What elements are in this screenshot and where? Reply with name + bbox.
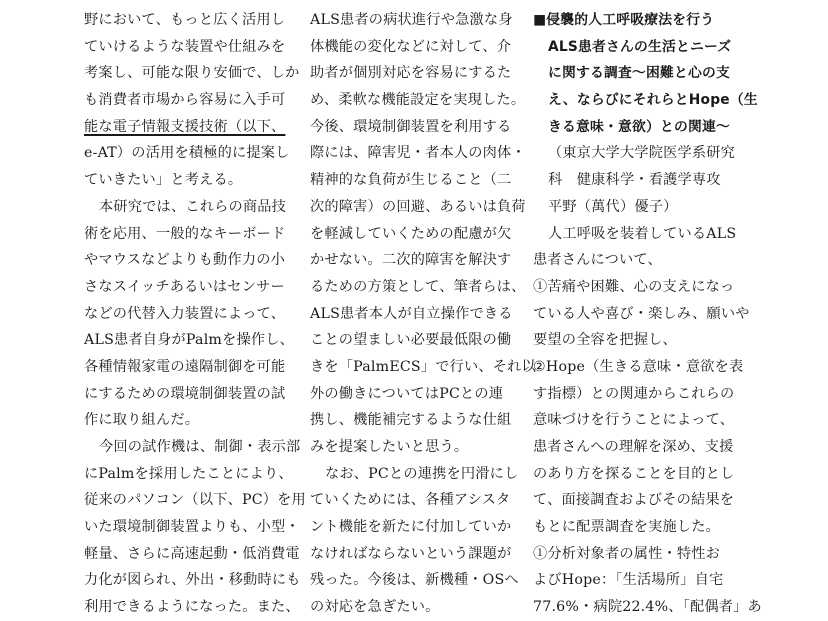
- list-item: ①苦痛や困難、心の支えになっ: [533, 278, 735, 295]
- paragraph-start: 今回の試作機は、制御・表示部: [99, 439, 301, 455]
- text-line: 際には、障害児・者本人の肉体・: [310, 145, 526, 162]
- text-line: を軽減していくための配慮が欠: [310, 225, 512, 242]
- text-line: よびHope：「生活場所」自宅: [533, 572, 724, 589]
- text-line: ていきたい」と考える。: [84, 172, 243, 189]
- text-line: なければならないという課題が: [310, 545, 512, 562]
- text-line: ALS患者本人が自立操作できる: [310, 305, 513, 322]
- text-line: 要望の全容を把握し、: [533, 332, 677, 349]
- author-affiliation: 科 健康科学・看護学専攻: [548, 172, 721, 189]
- text-line: ント機能を新たに付加していか: [310, 519, 512, 536]
- text-line: の対応を急ぎたい。: [310, 599, 440, 616]
- text-line: す指標）との関連からこれらの: [533, 385, 735, 402]
- text-line: e-AT）の活用を積極的に提案し: [84, 145, 290, 162]
- text-line: 従来のパソコン（以下、PC）を用: [84, 492, 306, 509]
- text-line: ことの望ましい必要最低限の働: [310, 332, 512, 349]
- text-line: るための方策として、筆者らは、: [310, 278, 526, 295]
- paragraph-start: なお、PCとの連携を円滑にし: [325, 465, 519, 482]
- text-line: みを提案したいと思う。: [310, 439, 469, 455]
- text-line: 外の働きについてはPCとの連: [310, 385, 504, 402]
- section-heading: ■侵襲的人工呼吸療法を行う: [533, 12, 715, 28]
- text-line: 術を応用、一般的なキーボード: [84, 225, 286, 242]
- text-line: のあり方を探ることを目的とし: [533, 465, 735, 482]
- text-line: いた環境制御装置よりも、小型・: [84, 519, 300, 536]
- text-line: 能な電子情報支援技術（以下、: [84, 118, 286, 135]
- text-line: 患者さんについて、: [533, 252, 662, 269]
- text-line: 野において、もっと広く活用し: [84, 12, 286, 28]
- text-line: 利用できるようになった。また、: [84, 599, 300, 616]
- text-line: 残った。今後は、新機種・OSへ: [310, 572, 519, 589]
- text-line: ALS患者自身がPalmを操作し、: [84, 332, 295, 349]
- author-name: 平野（萬代）優子）: [548, 198, 678, 215]
- author-affiliation: （東京大学大学院医学系研究: [548, 145, 736, 162]
- text-line: にPalmを採用したことにより、: [84, 465, 293, 482]
- text-line: さなスイッチあるいはセンサー: [84, 278, 285, 295]
- text-line: もとに配票調査を実施した。: [533, 519, 721, 536]
- text-column-1: [84, 7, 306, 621]
- text-line: やマウスなどよりも動作力の小: [84, 252, 286, 269]
- text-line: 考案し、可能な限り安価で、しか: [84, 65, 300, 82]
- section-heading: に関する調査〜困難と心の支: [548, 65, 730, 82]
- text-line: ている人や喜び・楽しみ、願いや: [533, 305, 750, 322]
- text-line: も消費者市場から容易に入手可: [84, 92, 286, 109]
- text-line: 意味づけを行うことによって、: [533, 412, 735, 429]
- list-item: ②Hope（生きる意味・意欲を表: [533, 358, 744, 375]
- section-heading: え、ならびにそれらとHope（生: [548, 92, 758, 109]
- paragraph-start: 本研究では、これらの商品技: [99, 198, 287, 215]
- text-line: 助者が個別対応を容易にするた: [310, 65, 512, 82]
- text-line: 各種情報家電の遠隔制御を可能: [84, 358, 286, 375]
- text-line: て、面接調査およびその結果を: [533, 492, 735, 509]
- text-line: 軽量、さらに高速起動・低消費電: [84, 545, 300, 562]
- list-item: ①分析対象者の属性・特性お: [533, 545, 721, 562]
- section-heading: きる意味・意欲）との関連〜: [548, 118, 730, 135]
- section-heading: ALS患者さんの生活とニーズ: [548, 38, 732, 55]
- text-line: 作に取り組んだ。: [84, 412, 200, 429]
- text-line: 今後、環境制御装置を利用する: [310, 118, 512, 135]
- text-column-2: [310, 7, 536, 621]
- text-line: め、柔軟な機能設定を実現した。: [310, 92, 526, 109]
- text-line: きを「PalmECS」で行い、それ以: [310, 358, 536, 375]
- text-line: にするための環境制御装置の試: [84, 385, 286, 402]
- text-line: かせない。二次的障害を解決す: [310, 252, 512, 269]
- text-line: などの代替入力装置によって、: [84, 305, 286, 322]
- text-line: 体機能の変化などに対して、介: [310, 38, 512, 55]
- text-line: 携し、機能補完するような仕組: [310, 412, 512, 429]
- text-line: 患者さんへの理解を深め、支援: [533, 439, 734, 455]
- text-line: 力化が図られ、外出・移動時にも: [84, 572, 301, 589]
- text-line: 次的障害）の回避、あるいは負荷: [310, 198, 526, 215]
- text-line: ていけるような装置や仕組みを: [84, 38, 286, 55]
- paragraph-start: 人工呼吸を装着しているALS: [548, 225, 737, 242]
- text-line: 精神的な負荷が生じること（二: [310, 172, 512, 189]
- text-line: ALS患者の病状進行や急激な身: [310, 12, 513, 28]
- text-column-3: [533, 7, 762, 621]
- text-line: ていくためには、各種アシスタ: [310, 492, 511, 509]
- text-line: 77.6%・病院22.4%、「配偶者」あ: [533, 599, 762, 616]
